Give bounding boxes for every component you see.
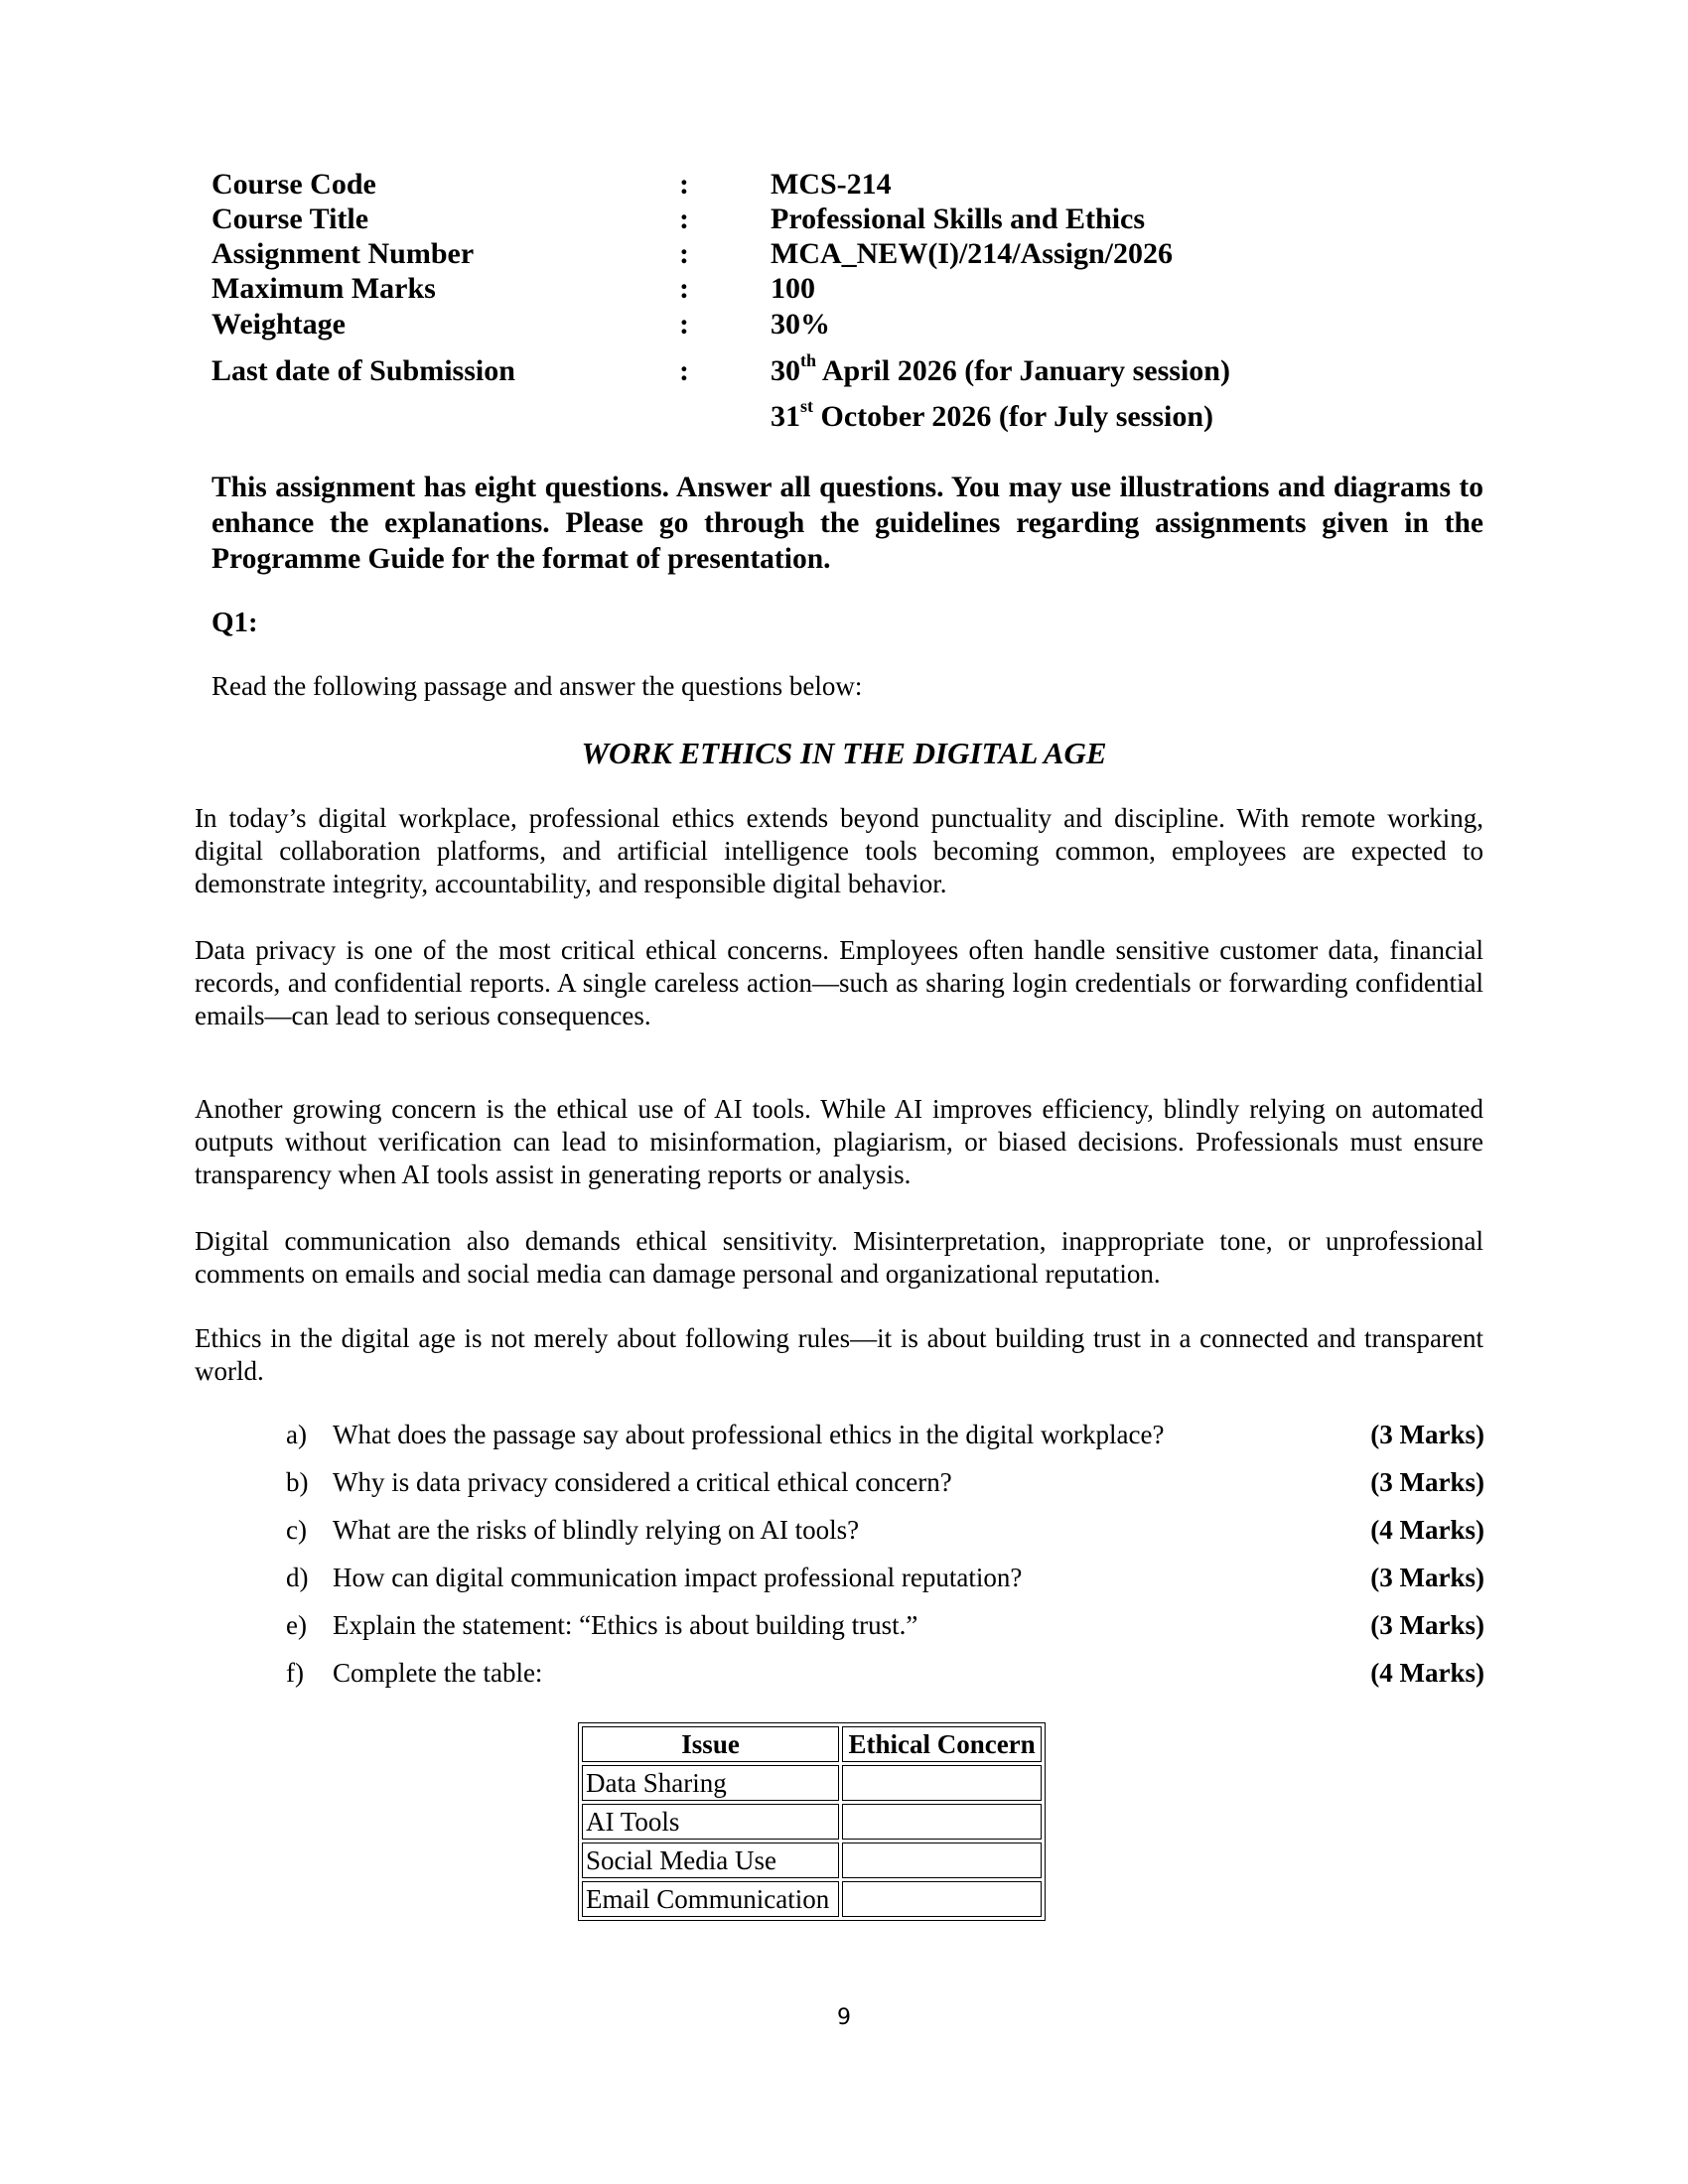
column-header-issue: Issue <box>582 1726 839 1762</box>
passage-intro: Read the following passage and answer the questions below: <box>211 671 863 701</box>
sub-question-label: d) <box>286 1563 309 1592</box>
table-row <box>582 1765 1042 1801</box>
ethical-concern-cell <box>842 1881 1042 1917</box>
passage-paragraph: Digital communication also demands ethical sensitivity. Misinterpretation, inappropriate tone, or unprofessional comments on emails and social media can damage personal and organizational reputation. <box>195 1226 1483 1289</box>
table-row <box>582 1881 1042 1917</box>
course-title-label: Course Title <box>211 203 369 235</box>
issue-cell: AI Tools <box>582 1804 839 1840</box>
weightage-label: Weightage <box>211 308 346 341</box>
sub-question-marks: (3 Marks) <box>1370 1420 1484 1449</box>
sub-question-marks: (4 Marks) <box>1370 1515 1484 1545</box>
weightage-value: 30% <box>771 308 830 341</box>
colon: : <box>679 237 689 270</box>
assignment-instructions: This assignment has eight questions. Answer all questions. You may use illustrations and diagrams to enhance the explanations. Please go through the guidelines regarding assignments given in the Programme Guide for the format of presentation. <box>211 472 1483 575</box>
table-row <box>582 1843 1042 1878</box>
issue-cell: Social Media Use <box>582 1843 839 1878</box>
colon: : <box>679 272 689 305</box>
ethical-concern-cell <box>842 1804 1042 1840</box>
ethical-concern-table <box>578 1722 1046 1921</box>
passage-title: WORK ETHICS IN THE DIGITAL AGE <box>581 736 1107 770</box>
sub-question-label: c) <box>286 1515 307 1545</box>
ethical-concern-cell <box>842 1765 1042 1801</box>
sub-question <box>286 1467 1484 1501</box>
course-code-value: MCS-214 <box>771 168 892 201</box>
sub-question-marks: (4 Marks) <box>1370 1658 1484 1688</box>
colon: : <box>679 354 689 387</box>
assignment-number-value: MCA_NEW(I)/214/Assign/2026 <box>771 237 1174 270</box>
colon: : <box>679 168 689 201</box>
sub-question-text: Explain the statement: “Ethics is about building trust.” <box>333 1610 918 1640</box>
passage-paragraph: In today’s digital workplace, professional ethics extends beyond punctuality and discipline. With remote working, digital collaboration platforms, and artificial intelligence tools becoming common, employees are expected to demonstrate integrity, accountability, and responsible digital behavior. <box>195 803 1483 898</box>
sub-question <box>286 1658 1484 1692</box>
sub-question-label: e) <box>286 1610 307 1640</box>
sub-question-marks: (3 Marks) <box>1370 1467 1484 1497</box>
column-header-ethical-concern: Ethical Concern <box>842 1726 1042 1762</box>
issue-cell: Email Communication <box>582 1881 839 1917</box>
ethical-concern-cell <box>842 1843 1042 1878</box>
submission-date-label: Last date of Submission <box>211 354 515 387</box>
sub-question <box>286 1515 1484 1549</box>
sub-question-label: f) <box>286 1658 304 1688</box>
sub-question-marks: (3 Marks) <box>1370 1610 1484 1640</box>
passage-paragraph: Ethics in the digital age is not merely about following rules—it is about building trust in a connected and transparent world. <box>195 1323 1483 1386</box>
page-number: 9 <box>837 2005 851 2030</box>
colon: : <box>679 308 689 341</box>
maximum-marks-value: 100 <box>771 272 815 305</box>
sub-question <box>286 1420 1484 1453</box>
sub-question-label: b) <box>286 1467 309 1497</box>
sub-question <box>286 1563 1484 1596</box>
maximum-marks-label: Maximum Marks <box>211 272 436 305</box>
passage-paragraph: Another growing concern is the ethical use of AI tools. While AI improves efficiency, blindly relying on automated outputs without verification can lead to misinformation, plagiarism, or biased decisions. Professionals must ensure transparency when AI tools assist in generating reports or analysis. <box>195 1094 1483 1189</box>
submission-date-july: 31st October 2026 (for July session) <box>771 396 1214 433</box>
sub-question-text: What are the risks of blindly relying on AI tools? <box>333 1515 860 1545</box>
sub-question-text: Why is data privacy considered a critical ethical concern? <box>333 1467 952 1497</box>
question-label: Q1: <box>211 607 258 638</box>
table-row <box>582 1804 1042 1840</box>
sub-question-text: How can digital communication impact professional reputation? <box>333 1563 1023 1592</box>
table-header-row <box>582 1726 1042 1762</box>
course-code-label: Course Code <box>211 168 376 201</box>
sub-question-text: Complete the table: <box>333 1658 543 1688</box>
colon: : <box>679 203 689 235</box>
course-title-value: Professional Skills and Ethics <box>771 203 1146 235</box>
submission-date-january: 30th April 2026 (for January session) <box>771 350 1230 387</box>
passage-paragraph: Data privacy is one of the most critical ethical concerns. Employees often handle sensitive customer data, financial records, and confidential reports. A single careless action—such as sharing login credentials or forwarding confidential emails—can lead to serious consequences. <box>195 935 1483 1030</box>
assignment-number-label: Assignment Number <box>211 237 475 270</box>
sub-question <box>286 1610 1484 1644</box>
sub-question-label: a) <box>286 1420 307 1449</box>
issue-cell: Data Sharing <box>582 1765 839 1801</box>
sub-question-marks: (3 Marks) <box>1370 1563 1484 1592</box>
sub-question-text: What does the passage say about professional ethics in the digital workplace? <box>333 1420 1165 1449</box>
